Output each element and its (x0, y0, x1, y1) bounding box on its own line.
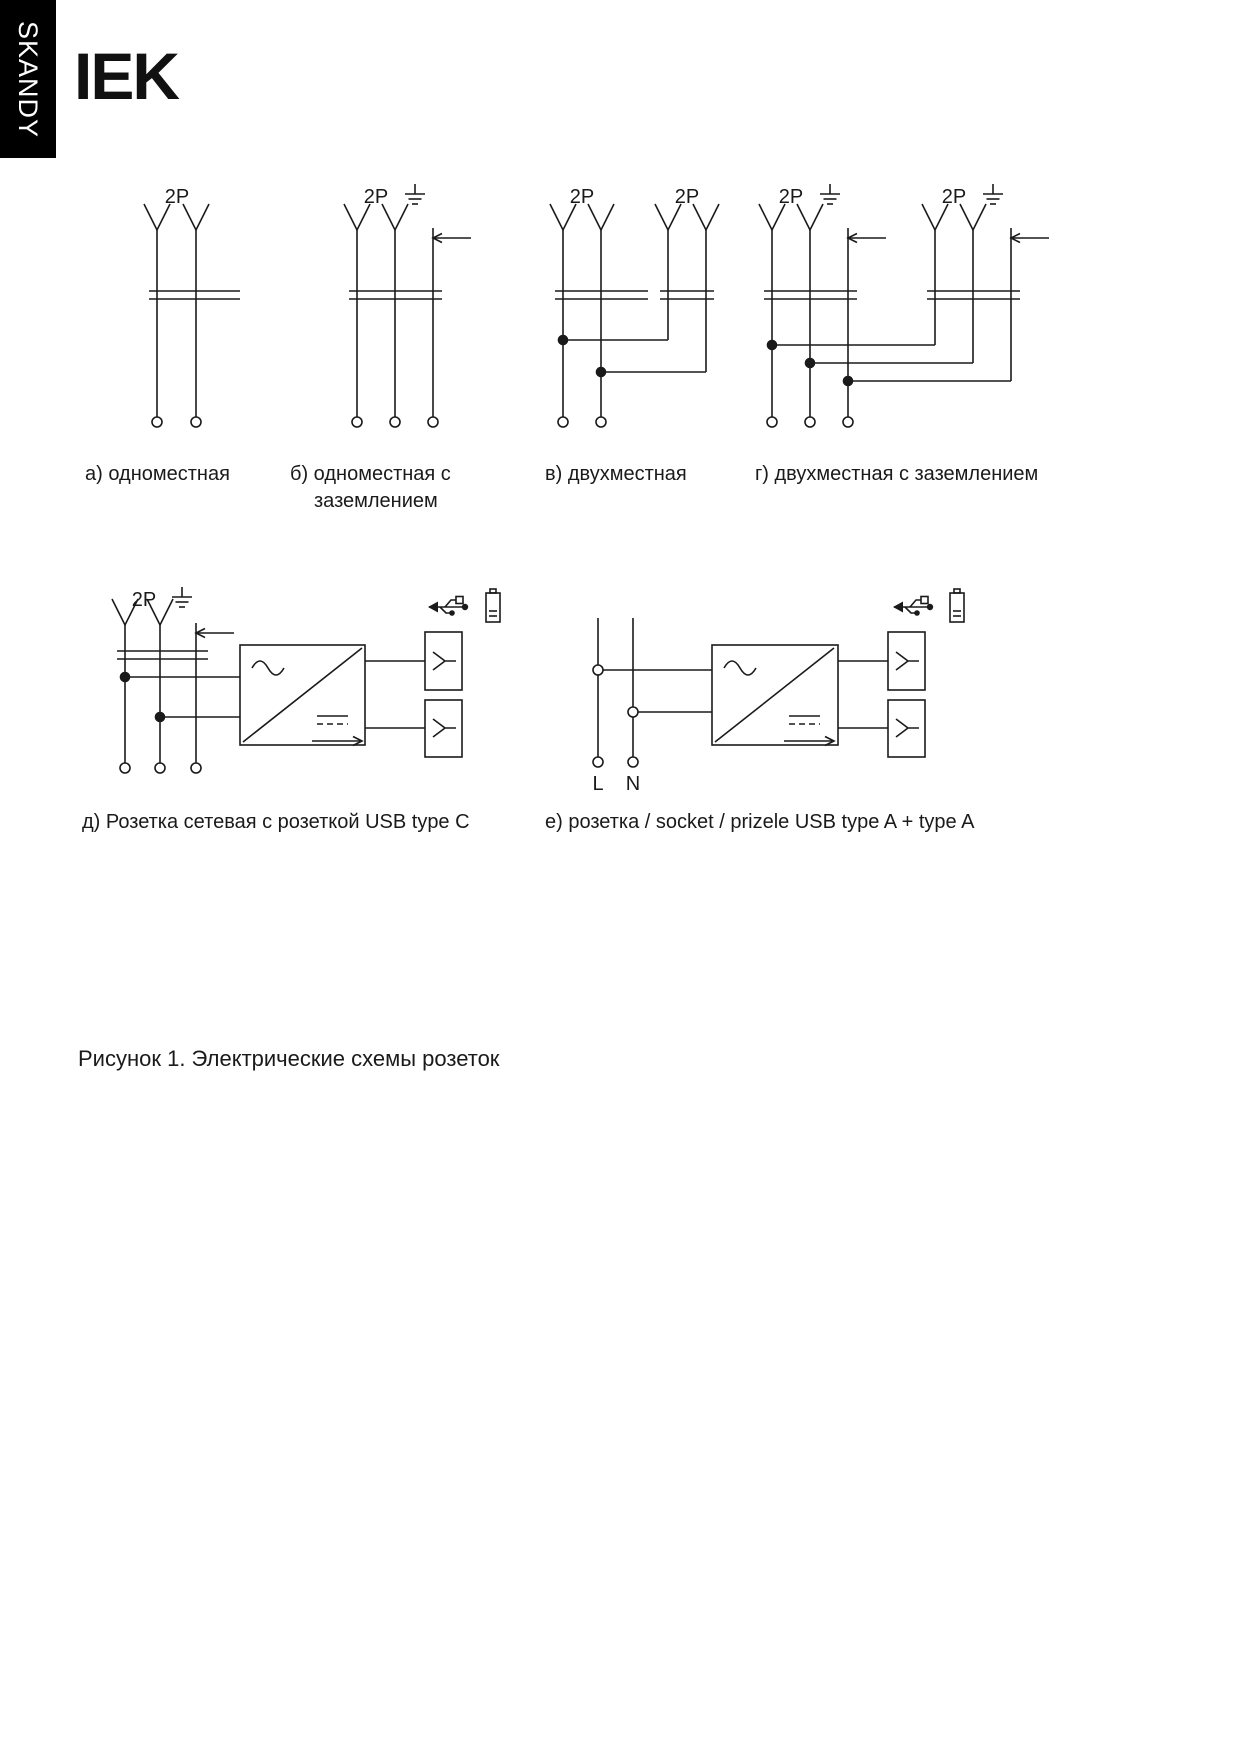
terminal (352, 417, 362, 427)
usb-output-port (425, 700, 462, 757)
psu-converter-box (240, 645, 365, 746)
jumper-wires (559, 336, 707, 377)
diagram-b (344, 184, 471, 427)
earth-icon (820, 184, 840, 204)
caption-b (290, 461, 451, 515)
caption-d: д) Розетка сетевая с розеткой USB type C (82, 811, 470, 833)
caption-b-line2: заземлением (314, 490, 438, 512)
ground-wire-arrow (433, 234, 471, 243)
branch-terminal (593, 665, 603, 675)
terminal (191, 417, 201, 427)
caption-b-line1: б) одноместная с (290, 463, 451, 485)
diagram-g (759, 184, 1049, 427)
caption-a: а) одноместная (85, 463, 230, 485)
ground-wire-arrow (1011, 234, 1049, 243)
terminal (628, 757, 638, 767)
usb-icon (428, 597, 468, 616)
terminal (767, 417, 777, 427)
figure-caption: Рисунок 1. Электрические схемы розеток (78, 1046, 500, 1071)
pole-label: 2P (131, 589, 157, 611)
socket-contact-block (555, 291, 714, 299)
usb-output-port (425, 632, 462, 690)
ac-sine-icon (252, 661, 284, 675)
pole-label: 2P (569, 186, 595, 208)
caption-g: г) двухместная с заземлением (755, 463, 1039, 485)
pole-label: 2P (778, 186, 804, 208)
usb-icon (893, 597, 933, 616)
earth-icon (405, 184, 425, 204)
psu-converter-box (712, 645, 838, 746)
ground-wire-arrow (196, 629, 234, 638)
terminal (805, 417, 815, 427)
terminal (593, 757, 603, 767)
caption-e: е) розетка / socket / prizele USB type A + type A (545, 811, 975, 833)
jumper-wires (121, 673, 241, 722)
diagram-a (144, 186, 240, 427)
socket-contact-block (117, 651, 208, 659)
branch-terminal (628, 707, 638, 717)
dc-symbol-icon (789, 716, 820, 724)
dc-symbol-icon (317, 716, 348, 724)
pole-label: 2P (363, 186, 389, 208)
caption-v: в) двухместная (545, 463, 687, 485)
usb-output-port (888, 632, 925, 690)
pole-label: 2P (674, 186, 700, 208)
earth-icon (172, 587, 192, 607)
pole-label: 2P (941, 186, 967, 208)
terminal (596, 417, 606, 427)
ac-sine-icon (724, 661, 756, 675)
ground-wire-arrow (848, 234, 886, 243)
terminal (191, 763, 201, 773)
battery-icon (950, 589, 964, 622)
iek-logo: IEK (74, 39, 179, 113)
output-arrow-icon (784, 737, 834, 746)
battery-icon (486, 589, 500, 622)
terminal (390, 417, 400, 427)
terminal-label-n: N (625, 773, 641, 795)
terminal (843, 417, 853, 427)
earth-icon (983, 184, 1003, 204)
terminal (428, 417, 438, 427)
diagram-v (550, 186, 719, 427)
socket-contact-block (149, 291, 240, 299)
socket-contact-block (764, 291, 1020, 299)
brand-vertical-label: SKANDY (13, 20, 44, 138)
jumper-wires (768, 341, 1012, 386)
terminal (120, 763, 130, 773)
usb-output-port (888, 700, 925, 757)
terminal (152, 417, 162, 427)
terminal-label-l: L (592, 773, 604, 795)
output-arrow-icon (312, 737, 362, 746)
diagram-d (112, 587, 500, 773)
jumper-wires (593, 665, 712, 717)
terminal (155, 763, 165, 773)
diagram-e (592, 589, 964, 795)
terminal (558, 417, 568, 427)
pole-label: 2P (164, 186, 190, 208)
